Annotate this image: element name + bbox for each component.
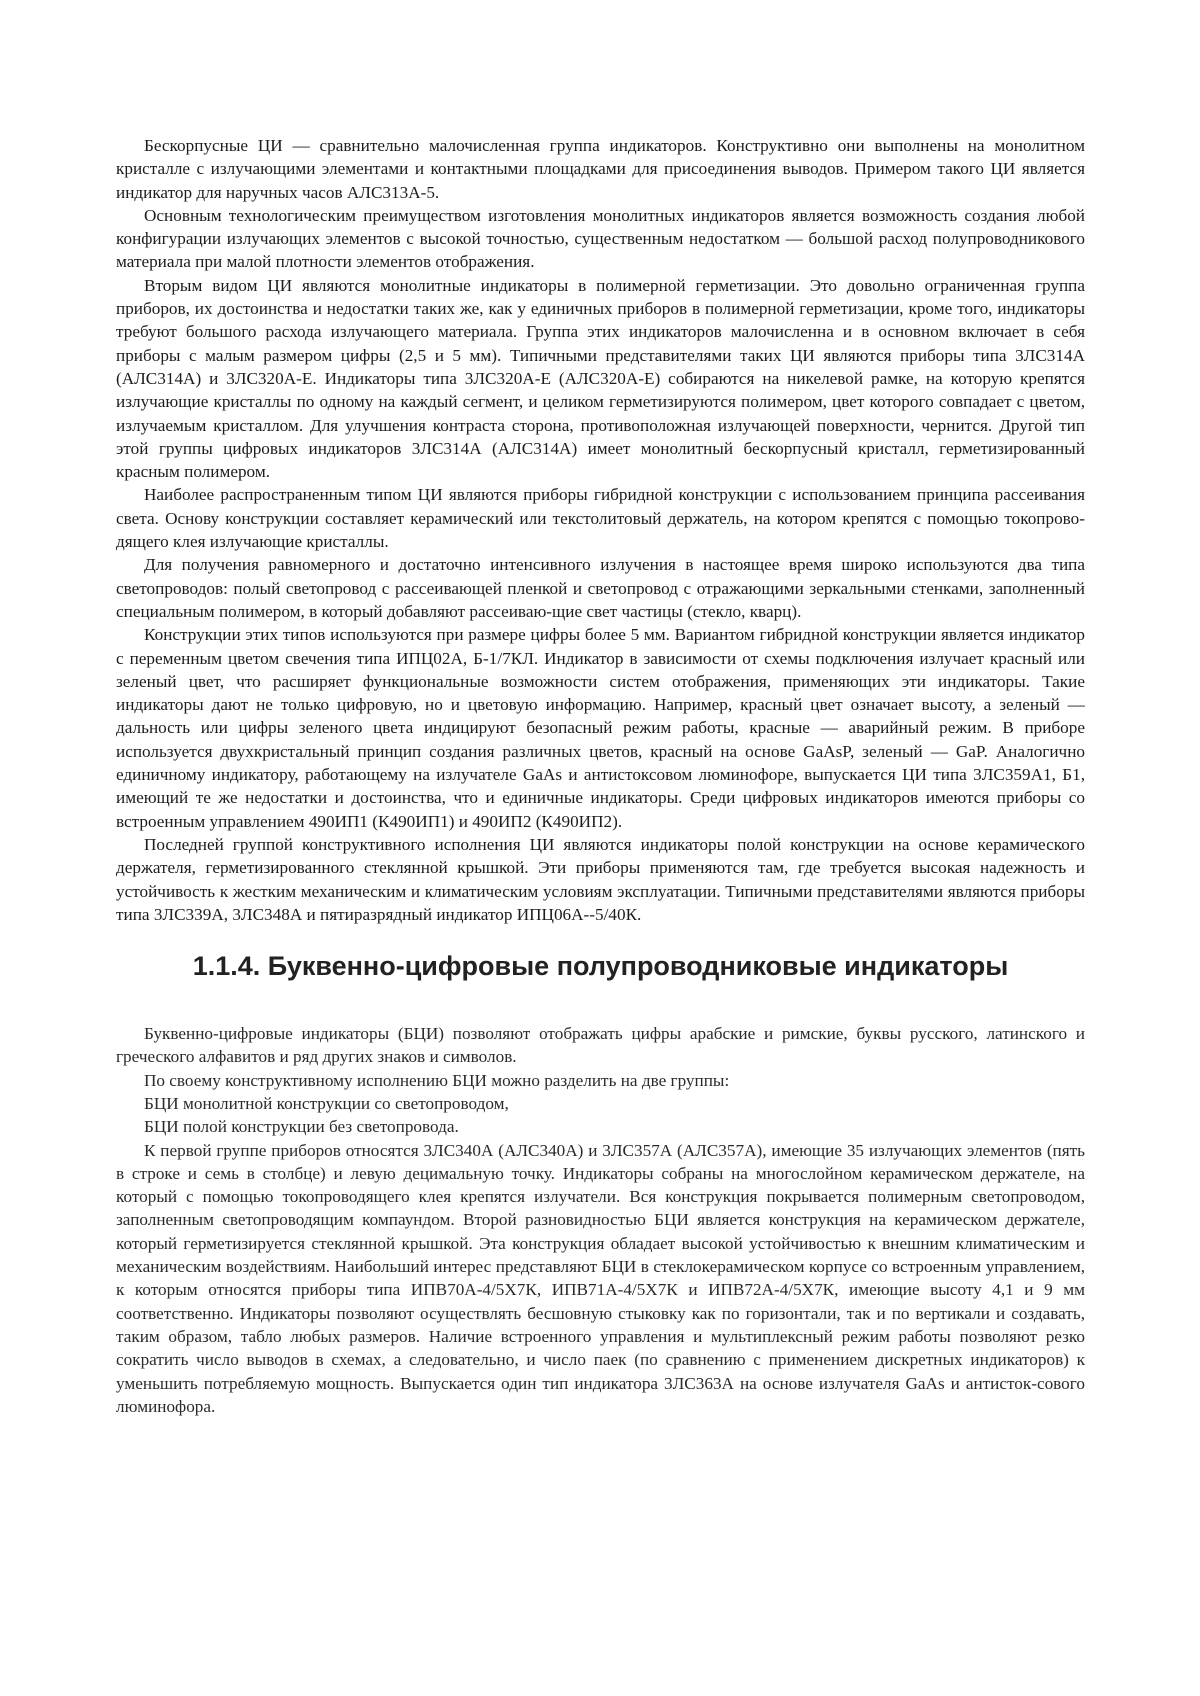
paragraph: Буквенно-цифровые индикаторы (БЦИ) позволяют отображать цифры арабские и римские, буквы русского, латинского и греческого алфавитов и ряд других знаков и символов.	[116, 1024, 1085, 1067]
paragraph: По своему конструктивному исполнению БЦИ можно разделить на две группы:	[144, 1070, 730, 1090]
list-item: БЦИ полой конструкции без светопровода.	[144, 1117, 459, 1137]
paragraph: Наиболее распространенным типом ЦИ являются приборы гибридной конструкции с использованием принципа рассеивания света. Основу конструкции составляет керамический или текстолитовый держатель, на котором крепятся с помощью токопрово-дящего клея излучающие кристаллы.	[116, 485, 1085, 552]
paragraph: К первой группе приборов относятся 3ЛС340А (АЛС340А) и 3ЛС357А (АЛС357А), имеющие 35 излучающих элементов (пять в строке и семь в столбце) и левую децимальную точку. Индикаторы собраны на многослойном керамическом держателе, на который с помощью токопроводящего клея крепятся излучатели. Вся конструкция покрывается полимерным светопроводом, заполненным светопроводящим компаундом. Второй разновидностью БЦИ является конструкция на керамическом держателе, который герметизируется стеклянной крышкой. Эта конструкция обладает высокой устойчивостью к внешним климатическим и механическим воздействиям. Наибольший интерес представляют БЦИ в стеклокерамическом корпусе со встроенным управлением, к которым относятся приборы типа ИПВ70А-4/5Х7К, ИПВ71А-4/5Х7К и ИПВ72А-4/5Х7К, имеющие высоту 4,1 и 9 мм соответственно. Индикаторы позволяют осуществлять бесшовную стыковку как по горизонтали, так и по вертикали и создавать, таким образом, табло любых размеров. Наличие встроенного управления и мультиплексный режим работы позволяют резко сократить число выводов в схемах, а следовательно, и число паек (по сравнению с применением дискретных индикаторов) к уменьшить потребляемую мощность. Выпускается один тип индикатора 3ЛС363А на основе излучателя GaAs и антисток-сового люминофора.	[116, 1140, 1085, 1416]
paragraph: Основным технологическим преимуществом изготовления монолитных индикаторов является возможность создания любой конфигурации излучающих элементов с высокой точностью, существенным недостатком — большой расход полупроводникового материала при малой плотности элементов отображения.	[116, 205, 1085, 272]
section-heading: 1.1.4. Буквенно-цифровые полупроводниковые индикаторы	[192, 951, 1009, 982]
paragraph: Бескорпусные ЦИ — сравнительно малочисленная группа индикаторов. Конструктивно они выполнены на монолитном кристалле с излучающими элементами и контактными площадками для присоединения выводов. Примером такого ЦИ является индикатор для наручных часов АЛС313А-5.	[116, 136, 1085, 202]
paragraph: Вторым видом ЦИ являются монолитные индикаторы в полимерной герметизации. Это довольно ограниченная группа приборов, их достоинства и недостатки таких же, как у единичных приборов в полимерной герметизации, кроме того, индикаторы требуют большого расхода излучающего материала. Группа этих индикаторов малочисленна и в основном включает в себя приборы с малым размером цифры (2,5 и 5 мм). Типичными представителями таких ЦИ являются приборы типа 3ЛС314А (АЛС314А) и 3ЛС320А-Е. Индикаторы типа 3ЛС320А-Е (АЛС320А-Е) собираются на никелевой рамке, на которую крепятся излучающие кристаллы по одному на каждый сегмент, и целиком герметизируются полимером, цвет которого совпадает с цветом, излучаемым кристаллом. Для улучшения контраста сторона, противоположная излучающей поверхности, чернится. Другой тип этой группы цифровых индикаторов 3ЛС314А (АЛС314А) имеет монолитный бескорпусный кристалл, герметизированный красным полимером.	[116, 275, 1085, 482]
paragraph: Для получения равномерного и достаточно интенсивного излучения в настоящее время широко используются два типа светопроводов: полый светопровод с рассеивающей пленкой и светопровод с отражающими зеркальными стенками, заполненный специальным полимером, в который добавляют рассеиваю-щие свет частицы (стекло, кварц).	[116, 555, 1085, 621]
section-digital-indicators	[116, 134, 1085, 926]
list-item: БЦИ монолитной конструкции со светопроводом,	[144, 1093, 509, 1113]
paragraph: Конструкции этих типов используются при размере цифры более 5 мм. Вариантом гибридной конструкции является индикатор с переменным цветом свечения типа ИПЦ02А, Б-1/7КЛ. Индикатор в зависимости от схемы подключения излучает красный или зеленый цвет, что расширяет функциональные возможности систем отображения, применяющих эти индикаторы. Такие индикаторы дают не только цифровую, но и цветовую информацию. Например, красный цвет означает высоту, а зеленый — дальность или цифры зеленого цвета индицируют безопасный режим работы, красные — аварийный режим. В приборе используется двухкристальный принцип создания различных цветов, красный на основе GaAsP, зеленый — GaP. Аналогично единичному индикатору, работающему на излучателе GaAs и антистоксовом люминофоре, выпускается ЦИ типа 3ЛС359А1, Б1, имеющий те же недостатки и достоинства, что и единичные индикаторы. Среди цифровых индикаторов имеются приборы со встроенным управлением 490ИП1 (К490ИП1) и 490ИП2 (К490ИП2).	[116, 625, 1085, 831]
document-page	[116, 134, 1085, 1418]
section-alphanumeric-indicators	[116, 1022, 1085, 1418]
paragraph: Последней группой конструктивного исполнения ЦИ являются индикаторы полой конструкции на основе керамического держателя, герметизированного стеклянной крышкой. Эти приборы применяются там, где требуется высокая надежность и устойчивость к жестким механическим и климатическим условиям эксплуатации. Типичными представителями являются приборы типа 3ЛС339А, 3ЛС348А и пятиразрядный индикатор ИПЦ06А--5/40К.	[116, 834, 1085, 924]
